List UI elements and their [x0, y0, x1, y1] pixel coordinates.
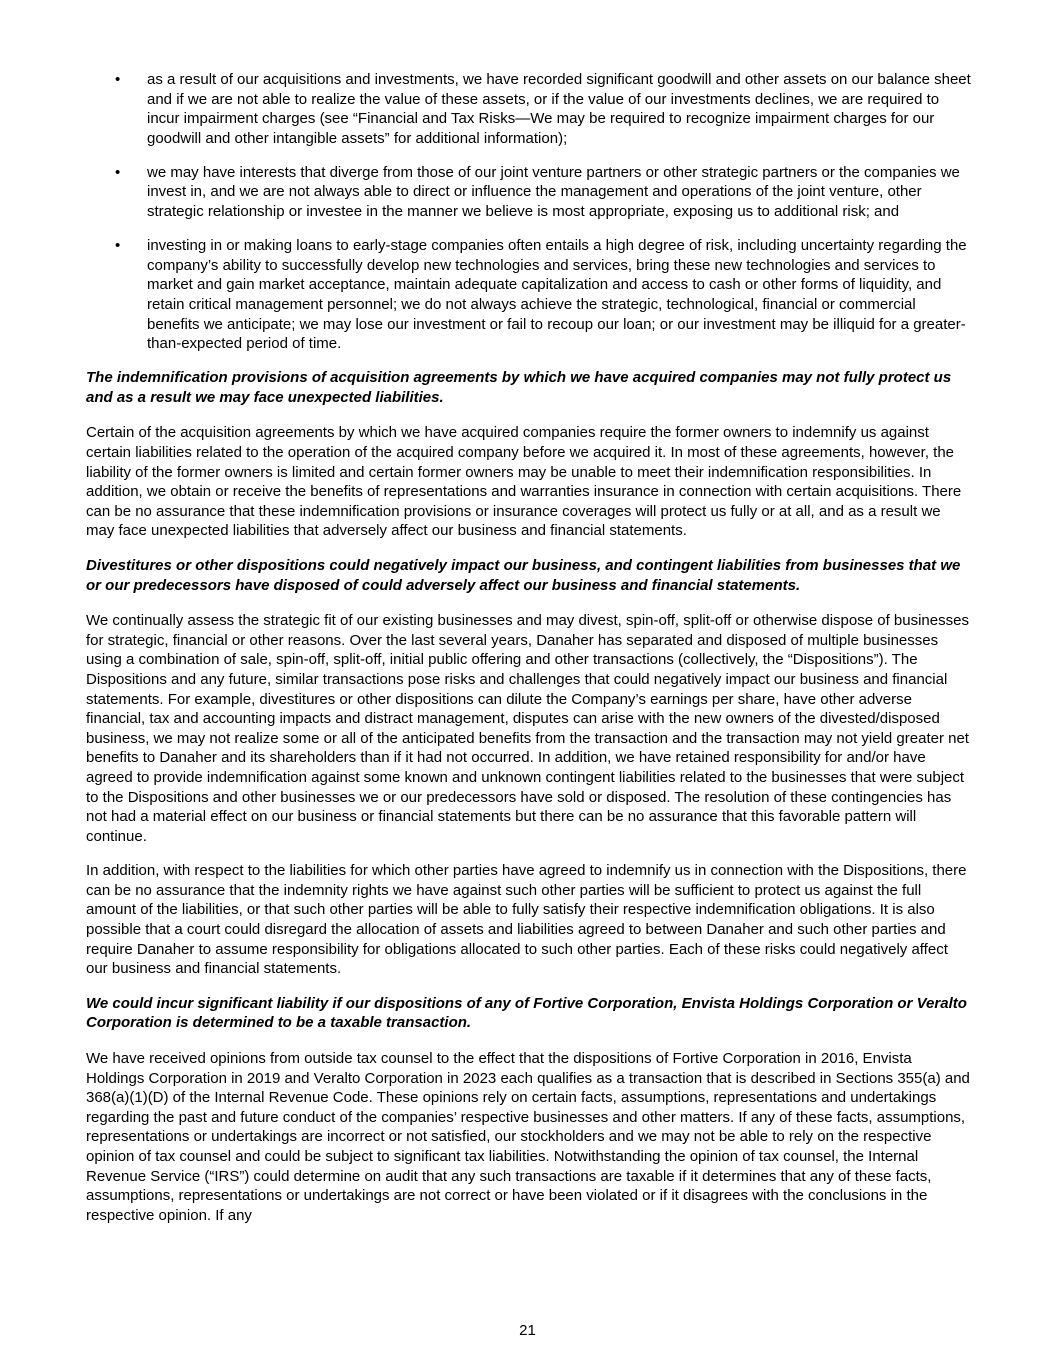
bullet-item: [86, 236, 972, 354]
paragraph: In addition, with respect to the liabilities for which other parties have agreed to indemnify us in connection with the Dispositions, there can be no assurance that the indemnity rights we have against such other parties will be sufficient to protect us against the full amount of the liabilities, or that such other parties will be able to fully satisfy their respective indemnification obligations. It is also possible that a court could disregard the allocation of assets and liabilities agreed to between Danaher and such other parties and require Danaher to assume responsibility for obligations allocated to such other parties. Each of these risks could negatively affect our business and financial statements.: [86, 862, 967, 978]
page-number: 21: [519, 1322, 536, 1339]
section-heading: We could incur significant liability if our dispositions of any of Fortive Corporation, Envista Holdings Corporation or Veralto Corporation is determined to be a taxable transaction.: [86, 994, 967, 1032]
paragraph: We continually assess the strategic fit of our existing businesses and may divest, spin-off, split-off or otherwise dispose of businesses for strategic, financial or other reasons. Over the last several years, Danaher has separated and disposed of multiple businesses using a combination of sale, spin-off, split-off, initial public offering and other transactions (collectively, the “Dispositions”). The Dispositions and any future, similar transactions pose risks and challenges that could negatively impact our business and financial statements. For example, divestitures or other dispositions can dilute the Company’s earnings per share, have other adverse financial, tax and accounting impacts and distract management, disputes can arise with the new owners of the divested/disposed business, we may not realize some or all of the anticipated benefits from the transaction and the transaction may not yield greater net benefits to Danaher and its shareholders than if it had not occurred. In addition, we have retained responsibility for and/or have agreed to provide indemnification against some known and unknown contingent liabilities related to the businesses that were subject to the Dispositions and other businesses we or our predecessors have sold or disposed. The resolution of these contingencies has not had a material effect on our business or financial statements but there can be no assurance that this favorable pattern will continue.: [86, 612, 969, 845]
bullet-item: [86, 70, 972, 148]
bullet-icon: •: [115, 237, 121, 255]
bullet-text: investing in or making loans to early-stage companies often entails a high degree of risk, including uncertainty regarding the company’s ability to successfully develop new technologies and services, bring these new technologies and services to market and gain market acceptance, maintain adequate capitalization and access to cash or other forms of liquidity, and retain critical management personnel; we do not always achieve the strategic, technological, financial or commercial benefits we anticipate; we may lose our investment or fail to recoup our loan; or our investment may be illiquid for a greater-than-expected period of time.: [147, 237, 967, 353]
bullet-icon: •: [115, 163, 121, 181]
bullet-text: as a result of our acquisitions and investments, we have recorded significant goodwill and other assets on our balance sheet and if we are not able to realize the value of these assets, or if the value of our investments declines, we are required to incur impairment charges (see “Financial and Tax Risks—We may be required to recognize impairment charges for our goodwill and other intangible assets” for additional information);: [147, 71, 971, 147]
bullet-icon: •: [115, 71, 121, 88]
paragraph: Certain of the acquisition agreements by which we have acquired companies require the former owners to indemnify us against certain liabilities related to the operation of the acquired company before we acquired it. In most of these agreements, however, the liability of the former owners is limited and certain former owners may be unable to meet their indemnification responsibilities. In addition, we obtain or receive the benefits of representations and warranties insurance in connection with certain acquisitions. There can be no assurance that these indemnification provisions or insurance coverages will protect us fully or at all, and as a result we may face unexpected liabilities that adversely affect our business and financial statements.: [86, 424, 962, 540]
section-heading: The indemnification provisions of acquisition agreements by which we have acquired companies may not fully protect us and as a result we may face unexpected liabilities.: [86, 369, 952, 406]
document-page: [86, 70, 972, 1240]
section-heading: Divestitures or other dispositions could negatively impact our business, and contingent liabilities from businesses that we or our predecessors have disposed of could adversely affect our business and financial statements.: [86, 556, 961, 594]
paragraph: We have received opinions from outside tax counsel to the effect that the dispositions of Fortive Corporation in 2016, Envista Holdings Corporation in 2019 and Veralto Corporation in 2023 each qualifies as a transaction that is described in Sections 355(a) and 368(a)(1)(D) of the Internal Revenue Code. These opinions rely on certain facts, assumptions, representations and undertakings regarding the past and future conduct of the companies’ respective businesses and other matters. If any of these facts, assumptions, representations or undertakings are incorrect or not satisfied, our stockholders and we may not be able to rely on the respective opinion of tax counsel and could be subject to significant tax liabilities. Notwithstanding the opinion of tax counsel, the Internal Revenue Service (“IRS”) could determine on audit that any such transactions are taxable if it determines that any of these facts, assumptions, representations or undertakings are not correct or have been violated or if it disagrees with the conclusions in the respective opinion. If any: [86, 1050, 970, 1224]
bullet-text: we may have interests that diverge from those of our joint venture partners or other strategic partners or the companies we invest in, and we are not always able to direct or influence the management and operations of the joint venture, other strategic relationship or investee in the manner we believe is most appropriate, exposing us to additional risk; and: [147, 163, 960, 221]
bullet-item: [86, 163, 972, 222]
